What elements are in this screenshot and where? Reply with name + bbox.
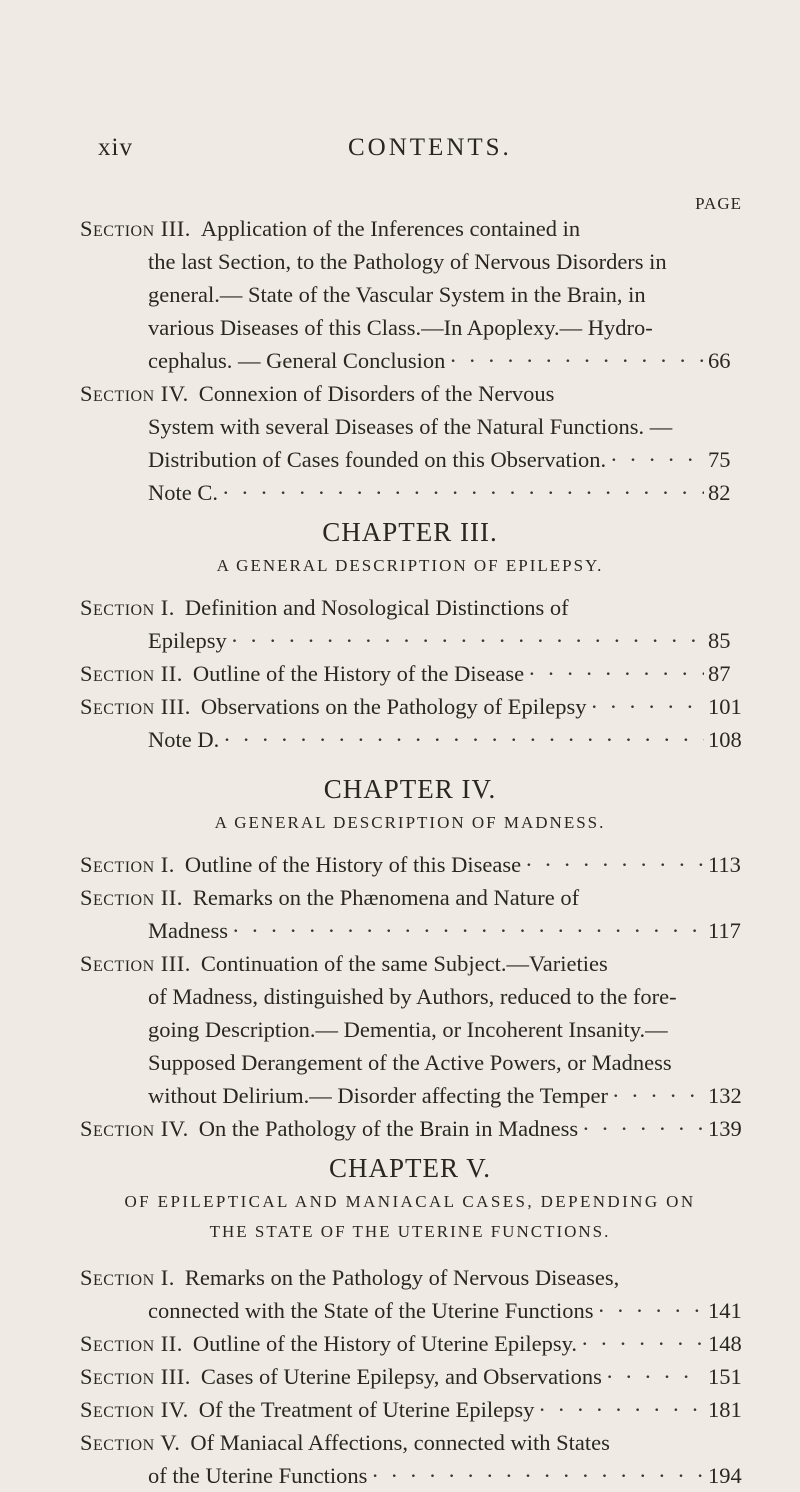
page-number: 75 [708,447,731,472]
toc-entry: Section II. Outline of the History of the Disease · · · 87 [80,657,740,690]
page-number: 151 [708,1364,742,1389]
toc-entry: Section III. Continuation of the same Subject.—Varieties of Madness, distinguished by Authors, reduced to the fore- going Description.— Dementia, or Incoherent Insanity.— Supposed Derangement of the Active Powers, or Madness without Delirium.— Disorder affecting the Temper · · · 132 [80,947,740,1112]
dot-leader [581,1327,704,1360]
dot-leader [582,1112,704,1145]
chapter-subtitle: OF EPILEPTICAL AND MANIACAL CASES, DEPENDING ON [124,1192,696,1211]
dot-leader [222,476,704,509]
toc-entry: Section IV. Of the Treatment of Uterine Epilepsy · · · 181 [80,1393,740,1426]
section-label: Section III. [80,694,191,719]
toc-entry: Note D. · · · 108 [80,723,740,756]
toc-entry: Section IV. Connexion of Disorders of the Nervous System with several Diseases of the Natural Functions. — Distribution of Cases founded on this Observation. · · · 75 [80,377,740,476]
page-number: 117 [708,918,741,943]
section-label: Section IV. [80,1116,189,1141]
toc-entry: Section II. Outline of the History of Uterine Epilepsy. · · · 148 [80,1327,740,1360]
page-number: 139 [708,1116,742,1141]
section-label: Section III. [80,216,191,241]
section-label: Section III. [80,951,191,976]
page-folio: xiv [98,134,133,161]
dot-leader [528,657,704,690]
dot-leader [371,1459,704,1492]
toc-entry: Section I. Definition and Nosological Distinctions of Epilepsy · · · 85 [80,591,740,657]
section-label: Section II. [80,661,183,686]
running-title: CONTENTS. [348,134,512,161]
section-label: Section II. [80,885,183,910]
contents-list [80,212,740,1492]
chapter-subtitle-cont: THE STATE OF THE UTERINE FUNCTIONS. [209,1222,611,1241]
section-label: Section IV. [80,1397,189,1422]
dot-leader [449,344,704,377]
page-number: 66 [708,348,731,373]
toc-entry: Section IV. On the Pathology of the Brain in Madness · · · 139 [80,1112,740,1145]
section-label: Section V. [80,1430,181,1455]
dot-leader [223,723,704,756]
dot-leader [612,1079,704,1112]
page-number: 194 [708,1463,742,1488]
dot-leader [231,624,704,657]
toc-entry: Section II. Remarks on the Phænomena and Nature of Madness · · · 117 [80,881,740,947]
page-number: 148 [708,1331,742,1356]
page-column-label: PAGE [695,194,742,213]
dot-leader [606,1360,704,1393]
toc-entry: Section I. Outline of the History of this Disease · · · 113 [80,848,740,881]
section-label: Section III. [80,1364,191,1389]
page-number: 108 [708,727,742,752]
page-number: 132 [708,1083,742,1108]
chapter-subtitle: A GENERAL DESCRIPTION OF EPILEPSY. [216,556,604,575]
dot-leader [232,914,704,947]
page-number: 181 [708,1397,742,1422]
toc-entry: Section III. Application of the Inferences contained in the last Section, to the Pathology of Nervous Disorders in general.— State of the Vascular System in the Brain, in various Diseases of this Class.—In Apoplexy.— Hydro- cephalus. — General Conclusion · · · 66 [80,212,740,377]
page-number: 87 [708,661,731,686]
dot-leader [525,848,704,881]
chapter-subtitle: A GENERAL DESCRIPTION OF MADNESS. [214,813,606,832]
dot-leader [538,1393,704,1426]
toc-entry: Section I. Remarks on the Pathology of Nervous Diseases, connected with the State of the Uterine Functions · · · 141 [80,1261,740,1327]
page-number: 82 [708,480,731,505]
dot-leader [590,690,704,723]
toc-entry: Section III. Observations on the Pathology of Epilepsy · · · 101 [80,690,740,723]
toc-entry: Note C. · · · 82 [80,476,740,509]
page-number: 113 [708,852,741,877]
section-label: Section I. [80,595,175,620]
section-label: Section II. [80,1331,183,1356]
toc-entry: Section V. Of Maniacal Affections, connected with States of the Uterine Functions · · · 194 [80,1426,740,1492]
page-number: 101 [708,694,742,719]
chapter-title: CHAPTER IV. [323,774,497,804]
page-number: 85 [708,628,731,653]
running-head [98,134,740,164]
dot-leader [610,443,704,476]
chapter-title: CHAPTER V. [328,1153,492,1183]
section-label: Section I. [80,852,175,877]
dot-leader [598,1294,704,1327]
chapter-title: CHAPTER III. [322,517,498,547]
toc-entry: Section III. Cases of Uterine Epilepsy, and Observations · · · 151 [80,1360,740,1393]
section-label: Section IV. [80,381,189,406]
page-number: 141 [708,1298,742,1323]
section-label: Section I. [80,1265,175,1290]
